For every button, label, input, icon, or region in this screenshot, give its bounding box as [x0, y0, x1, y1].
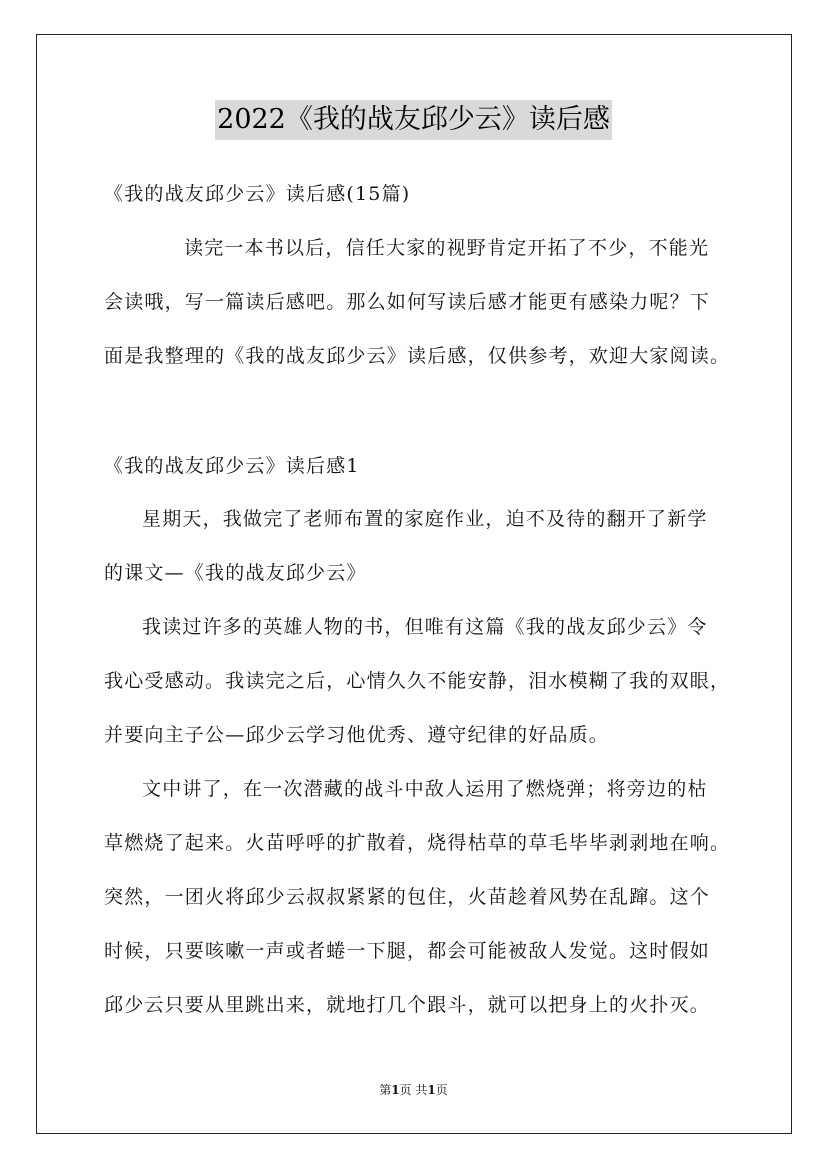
subtitle: 《我的战友邱少云》读后感(15篇) — [104, 183, 411, 205]
body-line-10: 邱少云只要从里跳出来，就地打几个跟斗，就可以把身上的火扑灭。 — [104, 994, 711, 1016]
body-line-3: 我读过许多的英雄人物的书，但唯有这篇《我的战友邱少云》令 — [142, 616, 708, 638]
section-heading: 《我的战友邱少云》读后感1 — [104, 455, 360, 477]
title-container — [0, 100, 827, 140]
intro-line-1: 读完一本书以后，信任大家的视野肯定开拓了不少，不能光 — [184, 237, 710, 259]
body-line-1: 星期天，我做完了老师布置的家庭作业，迫不及待的翻开了新学 — [142, 508, 708, 530]
body-line-7: 草燃烧了起来。火苗呼呼的扩散着，烧得枯草的草毛毕毕剥剥地在响。 — [104, 832, 731, 854]
document-title: 2022《我的战友邱少云》读后感 — [215, 100, 612, 140]
footer-suffix: 页 — [435, 1083, 448, 1097]
footer-total-pages: 1 — [427, 1083, 436, 1097]
footer-middle: 页 共 — [399, 1083, 428, 1097]
body-line-4: 我心受感动。我读完之后，心情久久不能安静，泪水模糊了我的双眼， — [104, 670, 731, 692]
body-line-5: 并要向主子公—邱少云学习他优秀、遵守纪律的好品质。 — [104, 724, 610, 746]
body-line-6: 文中讲了，在一次潜藏的战斗中敌人运用了燃烧弹；将旁边的枯 — [142, 778, 708, 800]
page-footer — [0, 1082, 827, 1098]
body-line-9: 时候，只要咳嗽一声或者蜷一下腿，都会可能被敌人发觉。这时假如 — [104, 940, 711, 962]
body-line-2: 的课文—《我的战友邱少云》 — [104, 562, 367, 584]
intro-line-3: 面是我整理的《我的战友邱少云》读后感，仅供参考，欢迎大家阅读。 — [104, 345, 731, 367]
footer-prefix: 第 — [379, 1083, 392, 1097]
body-line-8: 突然，一团火将邱少云叔叔紧紧的包住，火苗趁着风势在乱蹿。这个 — [104, 886, 711, 908]
intro-line-2: 会读哦，写一篇读后感吧。那么如何写读后感才能更有感染力呢？下 — [104, 291, 711, 313]
footer-page-number: 1 — [391, 1083, 400, 1097]
